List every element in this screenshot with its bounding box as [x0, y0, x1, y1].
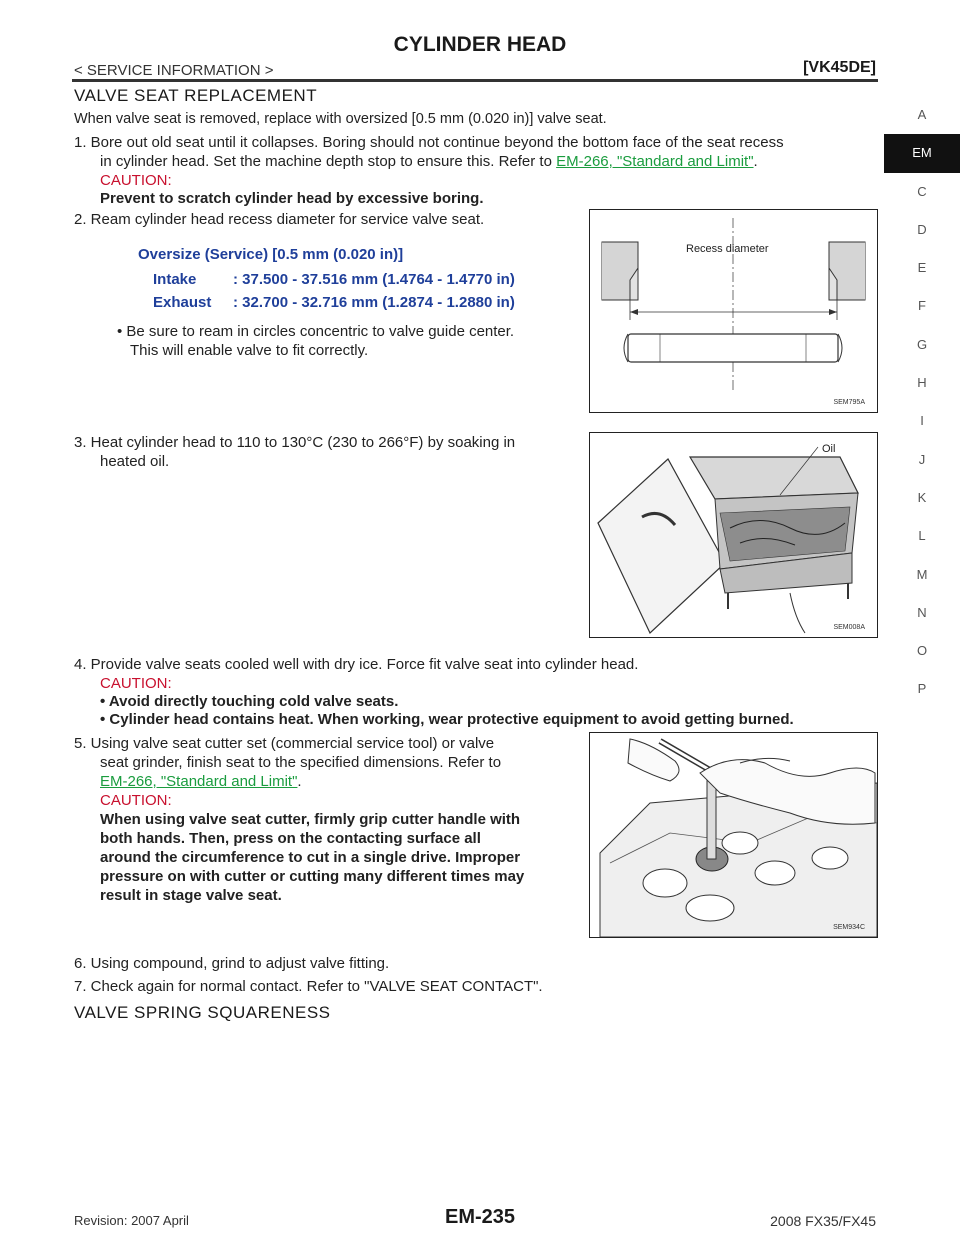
vehicle-model: 2008 FX35/FX45 [770, 1213, 876, 1229]
caution-5-line-4: pressure on with cutter or cutting many different times may [100, 868, 525, 885]
tab-h[interactable]: H [917, 375, 927, 391]
page-number: EM-235 [444, 1206, 516, 1228]
tab-l[interactable]: L [918, 528, 926, 544]
section-index-tabs [884, 96, 960, 709]
intro-text: When valve seat is removed, replace with oversized [0.5 mm (0.020 in)] valve seat. [74, 111, 607, 127]
page-title: CYLINDER HEAD [393, 33, 567, 56]
engine-model: [VK45DE] [803, 59, 876, 76]
tab-e[interactable]: E [917, 260, 927, 276]
tab-em[interactable]: EM [884, 134, 960, 172]
step-5-line-2: seat grinder, finish seat to the specified dimensions. Refer to [100, 754, 502, 771]
figure-heated-oil [589, 432, 878, 638]
caution-4-bullet-1: • Avoid directly touching cold valve seats. [100, 693, 399, 710]
revision-date: Revision: 2007 April [74, 1213, 189, 1228]
tab-m[interactable]: M [916, 566, 928, 582]
section-title-spring-squareness: VALVE SPRING SQUARENESS [74, 1003, 331, 1022]
tab-c[interactable]: C [917, 183, 927, 199]
intake-label: Intake [153, 271, 197, 288]
step-3-line-2: heated oil. [100, 453, 170, 470]
tab-n[interactable]: N [917, 604, 927, 620]
breadcrumb: < SERVICE INFORMATION > [74, 62, 274, 79]
tab-i[interactable]: I [920, 413, 924, 429]
step-3-line-1: 3. Heat cylinder head to 110 to 130°C (230 to 266°F) by soaking in [74, 434, 516, 451]
exhaust-value: : 32.700 - 32.716 mm (1.2874 - 1.2880 in) [233, 294, 515, 311]
oil-label: Oil [822, 443, 836, 455]
header-divider [72, 79, 878, 82]
ref-link-standard-limit-2[interactable]: EM-266, "Standard and Limit" [100, 773, 298, 790]
caution-text-1: Prevent to scratch cylinder head by excessive boring. [100, 190, 484, 207]
exhaust-label: Exhaust [153, 294, 212, 311]
recess-diameter-label: Recess diameter [686, 243, 769, 255]
caution-label-5: CAUTION: [100, 792, 172, 809]
step-5-line-1: 5. Using valve seat cutter set (commercial service tool) or valve [74, 735, 495, 752]
step-7: 7. Check again for normal contact. Refer to "VALVE SEAT CONTACT". [74, 978, 543, 995]
cutter-diagram [590, 733, 877, 937]
tab-g[interactable]: G [916, 336, 928, 352]
tab-d[interactable]: D [917, 221, 927, 237]
tab-p[interactable]: P [917, 681, 927, 697]
figure-code-3: SEM934C [833, 924, 865, 931]
caution-5-line-1: When using valve seat cutter, firmly grip cutter handle with [100, 811, 521, 828]
tab-j[interactable]: J [918, 451, 926, 467]
section-title-valve-seat: VALVE SEAT REPLACEMENT [74, 86, 318, 105]
tab-o[interactable]: O [916, 643, 928, 659]
tab-f[interactable]: F [918, 298, 926, 314]
caution-5-line-5: result in stage valve seat. [100, 887, 282, 904]
step-4: 4. Provide valve seats cooled well with dry ice. Force fit valve seat into cylinder head. [74, 656, 639, 673]
intake-value: : 37.500 - 37.516 mm (1.4764 - 1.4770 in) [233, 271, 515, 288]
step-1-line-1: 1. Bore out old seat until it collapses. Boring should not continue beyond the bottom face of the seat recess [74, 134, 784, 151]
caution-label-1: CAUTION: [100, 172, 172, 189]
caution-4-bullet-2: • Cylinder head contains heat. When working, wear protective equipment to avoid getting burned. [100, 711, 794, 728]
recess-diagram [590, 210, 877, 412]
step-1-line-2: in cylinder head. Set the machine depth stop to ensure this. Refer to EM-266, "Standard and Limit". [100, 153, 758, 170]
oversize-heading: Oversize (Service) [0.5 mm (0.020 in)] [138, 246, 404, 263]
step-2: 2. Ream cylinder head recess diameter for service valve seat. [74, 211, 485, 228]
figure-code-1: SEM795A [833, 399, 865, 406]
tab-k[interactable]: K [917, 489, 927, 505]
bullet-ream-1: • Be sure to ream in circles concentric to valve guide center. [117, 323, 515, 340]
bullet-ream-2: This will enable valve to fit correctly. [130, 342, 369, 359]
caution-5-line-2: both hands. Then, press on the contacting surface all [100, 830, 481, 847]
figure-recess-diameter [589, 209, 878, 413]
step-6: 6. Using compound, grind to adjust valve fitting. [74, 955, 390, 972]
ref-link-standard-limit-1[interactable]: EM-266, "Standard and Limit" [556, 153, 754, 170]
figure-valve-seat-cutter [589, 732, 878, 938]
caution-5-line-3: around the circumference to cut in a single drive. Improper [100, 849, 521, 866]
step-5-line-3: EM-266, "Standard and Limit". [100, 773, 302, 790]
tab-a[interactable]: A [917, 107, 927, 122]
caution-label-4: CAUTION: [100, 675, 172, 692]
oil-bath-diagram [590, 433, 877, 637]
figure-code-2: SEM008A [833, 624, 865, 631]
